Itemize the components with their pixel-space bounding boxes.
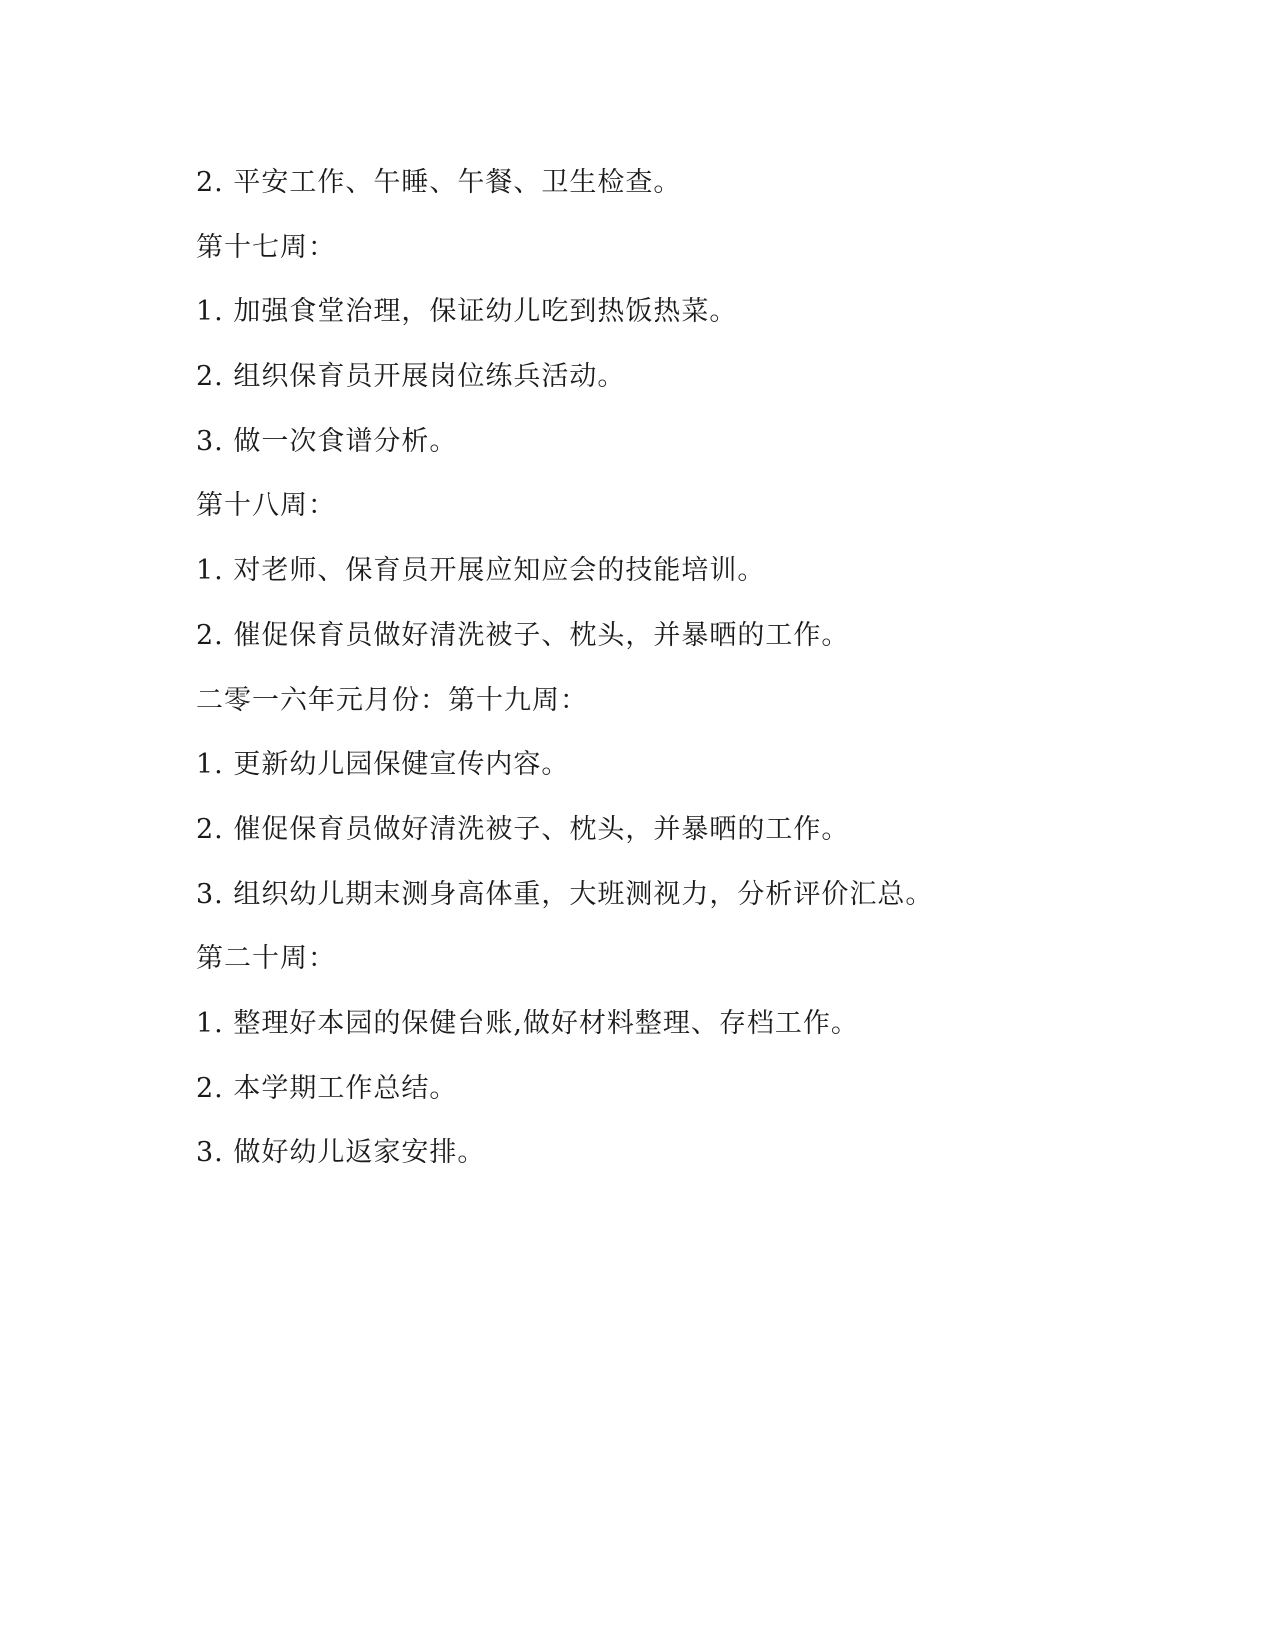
list-item: 2. 本学期工作总结。 [196, 1072, 458, 1104]
list-item: 3. 做好幼儿返家安排。 [196, 1137, 486, 1169]
section-heading: 第十七周： [196, 231, 336, 263]
section-heading: 第二十周： [196, 943, 336, 975]
list-item: 3. 组织幼儿期末测身高体重，大班测视力，分析评价汇总。 [196, 878, 934, 910]
list-item: 2. 组织保育员开展岗位练兵活动。 [196, 361, 626, 393]
list-item: 3. 做一次食谱分析。 [196, 425, 458, 457]
list-item: 2. 平安工作、午睡、午餐、卫生检查。 [196, 167, 682, 198]
list-item: 1. 整理好本园的保健台账,做好材料整理、存档工作。 [196, 1007, 859, 1039]
list-item: 1. 加强食堂治理，保证幼儿吃到热饭热菜。 [196, 296, 738, 328]
list-item: 2. 催促保育员做好清洗被子、枕头，并暴晒的工作。 [196, 813, 850, 845]
document-body [196, 165, 1096, 1200]
list-item: 1. 对老师、保育员开展应知应会的技能培训。 [196, 555, 766, 587]
section-heading: 二零一六年元月份：第十九周： [196, 684, 588, 716]
section-heading: 第十八周： [196, 490, 336, 522]
list-item: 1. 更新幼儿园保健宣传内容。 [196, 749, 570, 781]
list-item: 2. 催促保育员做好清洗被子、枕头，并暴晒的工作。 [196, 619, 850, 651]
